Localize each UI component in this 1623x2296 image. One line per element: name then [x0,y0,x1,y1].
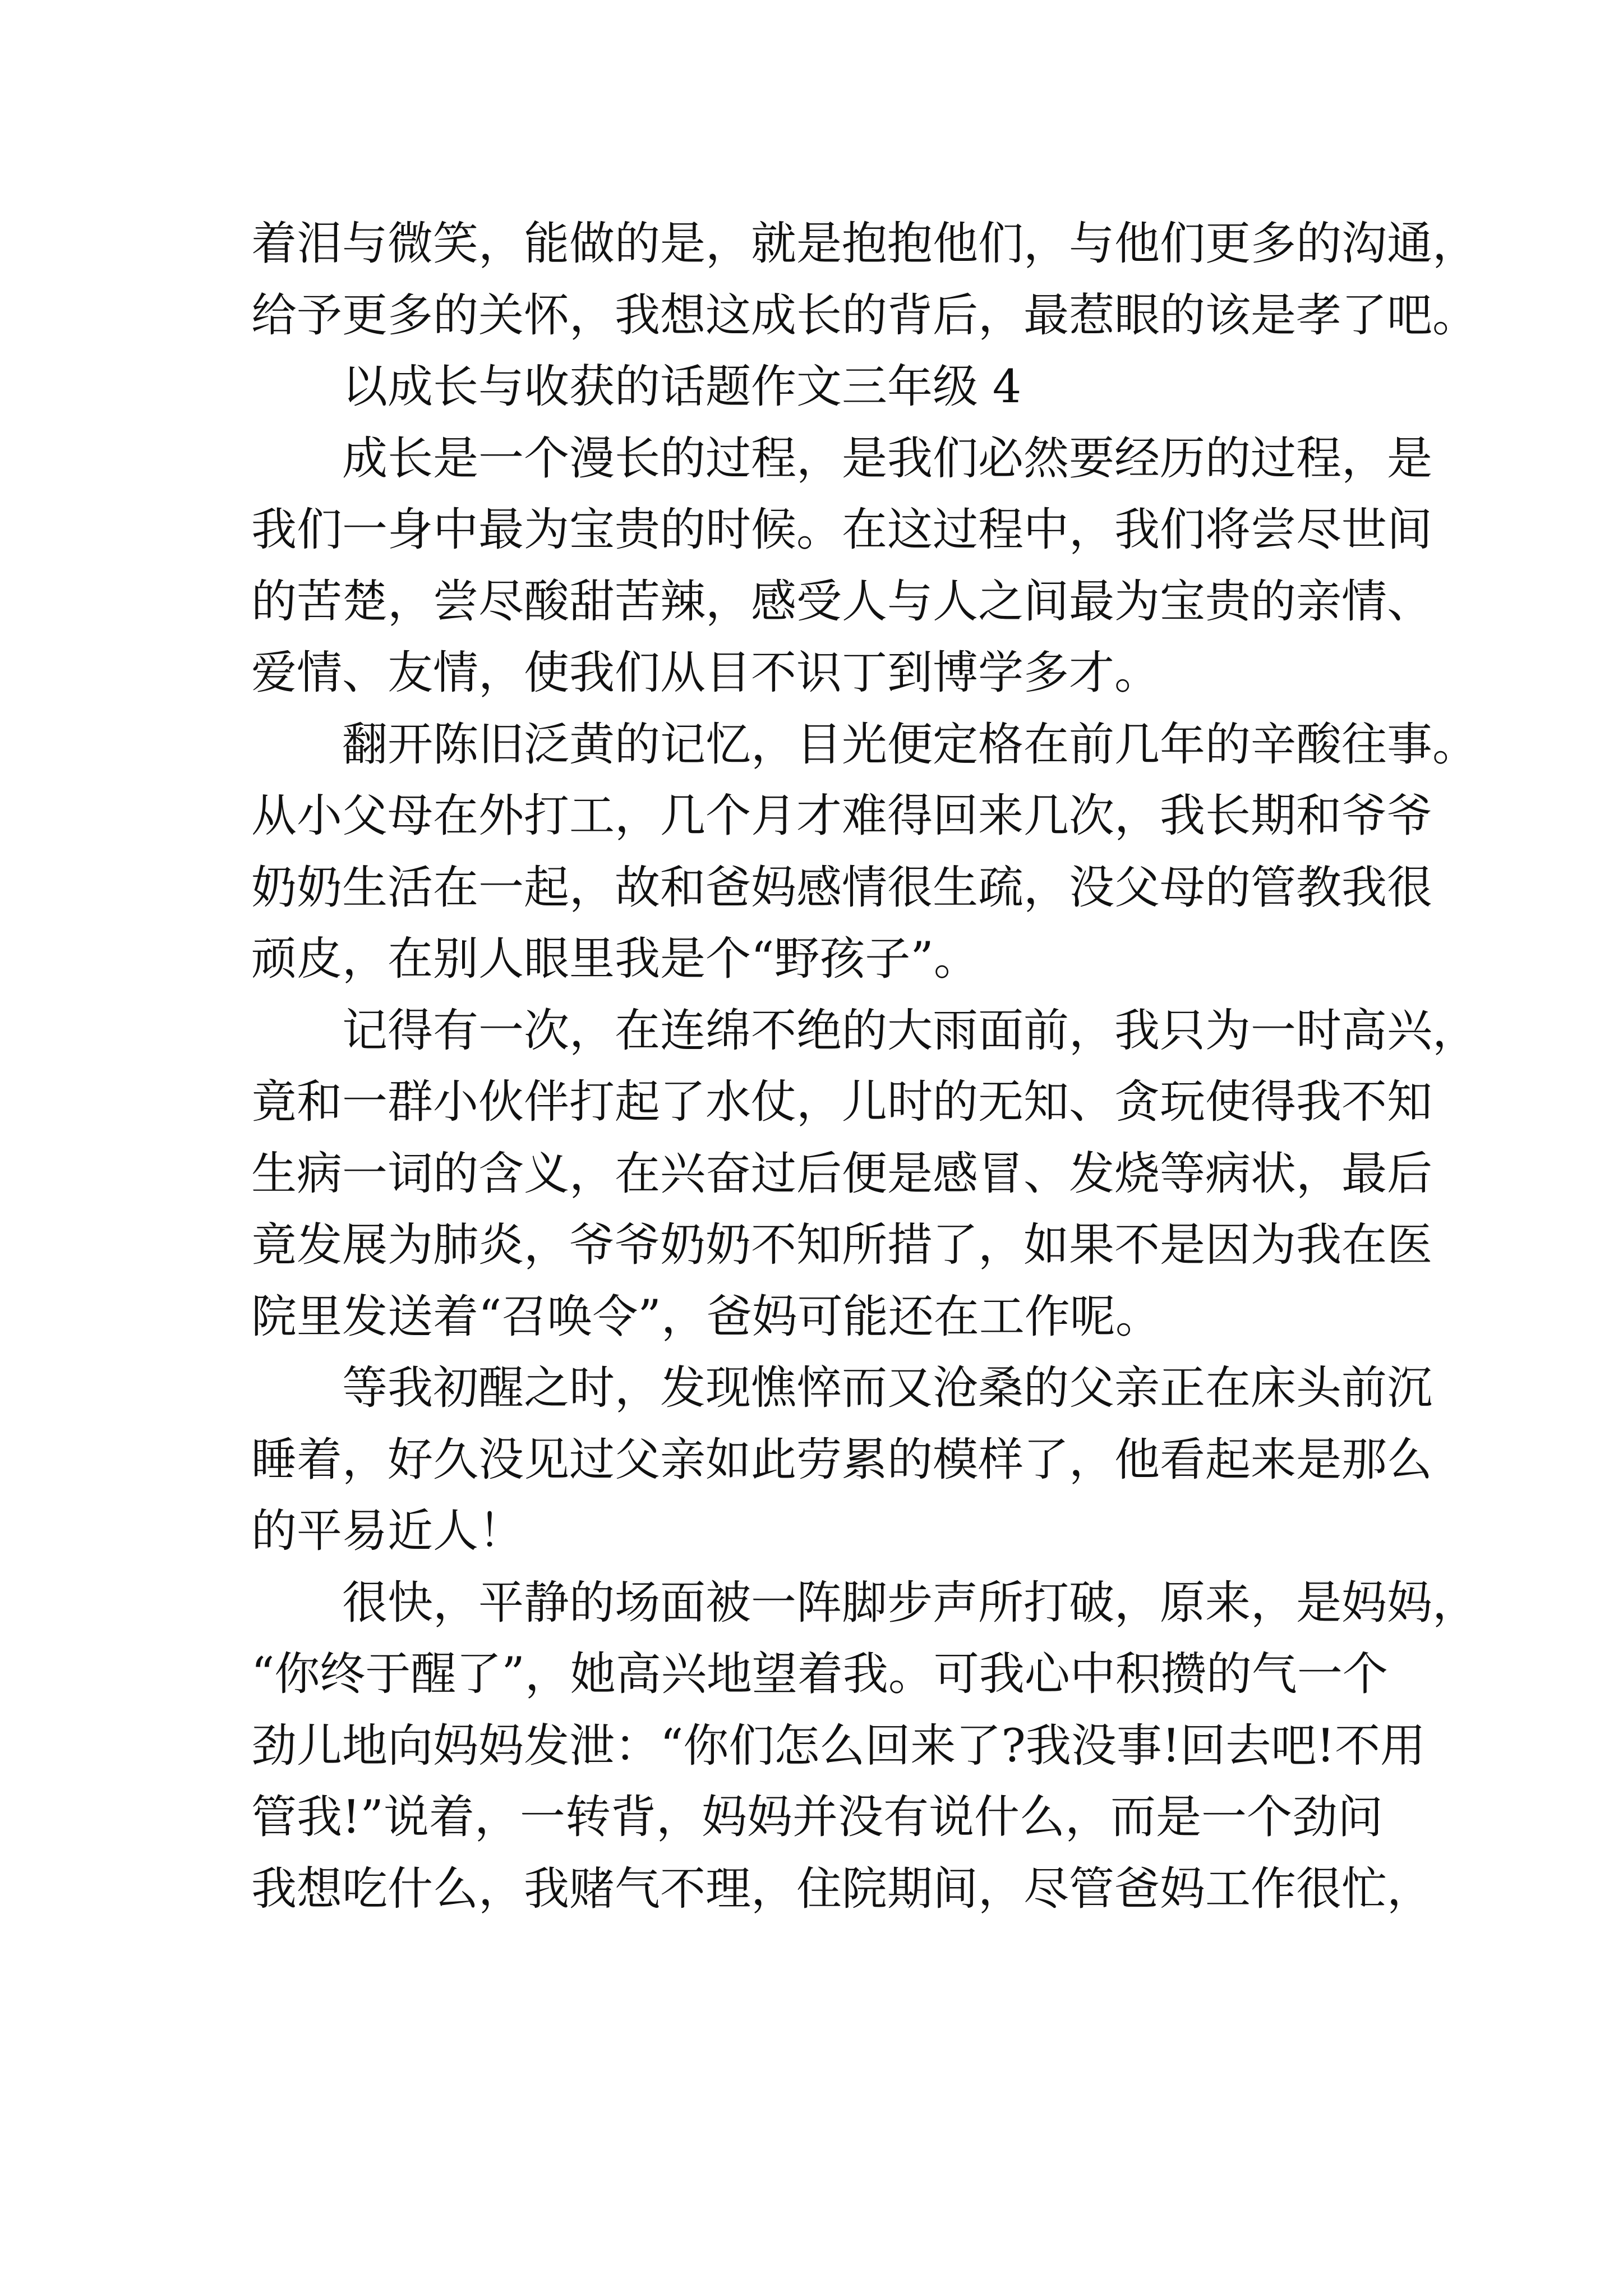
text-line: 着泪与微笑，能做的是，就是抱抱他们，与他们更多的沟通， [251,218,1478,270]
text-line: 劲儿地向妈妈发泄：“你们怎么回来了?我没事!回去吧!不用 [251,1719,1426,1773]
paragraph-first-line: 记得有一次，在连绵不绝的大雨面前，我只为一时高兴， [342,1004,1478,1057]
text-line: 爱情、友情，使我们从目不识丁到博学多才。 [251,647,1160,700]
text-line: 的平易近人！ [251,1505,524,1558]
text-line: 竟和一群小伙伴打起了水仗，儿时的无知、贪玩使得我不知 [251,1076,1433,1129]
text-line: 我想吃什么，我赌气不理，住院期间，尽管爸妈工作很忙， [251,1862,1433,1916]
text-line: 生病一词的含义，在兴奋过后便是感冒、发烧等病状，最后 [251,1147,1433,1200]
paragraph-first-line: 以成长与收获的话题作文三年级 4 [342,361,1022,413]
paragraph-first-line: 很快，平静的场面被一阵脚步声所打破，原来，是妈妈， [342,1576,1478,1630]
text-line: 院里发送着“召唤令”，爸妈可能还在工作呢。 [251,1290,1161,1343]
text-line: “你终于醒了”，她高兴地望着我。可我心中积攒的气一个 [251,1648,1388,1701]
body-text [251,209,1478,1925]
paragraph-first-line: 成长是一个漫长的过程，是我们必然要经历的过程，是 [342,432,1433,485]
text-line: 睡着，好久没见过父亲如此劳累的模样了，他看起来是那么 [251,1433,1433,1487]
text-line: 奶奶生活在一起，故和爸妈感情很生疏，没父母的管教我很 [251,861,1433,914]
text-line: 竟发展为肺炎，爷爷奶奶不知所措了，如果不是因为我在医 [251,1219,1433,1272]
text-line: 的苦楚，尝尽酸甜苦辣，感受人与人之间最为宝贵的亲情、 [251,575,1433,628]
text-line: 从小父母在外打工，几个月才难得回来几次，我长期和爷爷 [251,790,1433,843]
text-line: 给予更多的关怀，我想这成长的背后，最惹眼的该是孝了吧。 [251,289,1478,342]
text-line: 管我!”说着，一转背，妈妈并没有说什么，而是一个劲问 [251,1791,1383,1844]
text-line: 顽皮，在别人眼里我是个“野孩子”。 [251,933,979,986]
paragraph-first-line: 翻开陈旧泛黄的记忆，目光便定格在前几年的辛酸往事。 [342,718,1478,771]
paragraph-first-line: 等我初醒之时，发现憔悴而又沧桑的父亲正在床头前沉 [342,1362,1433,1415]
text-line: 我们一身中最为宝贵的时候。在这过程中，我们将尝尽世间 [251,504,1433,556]
